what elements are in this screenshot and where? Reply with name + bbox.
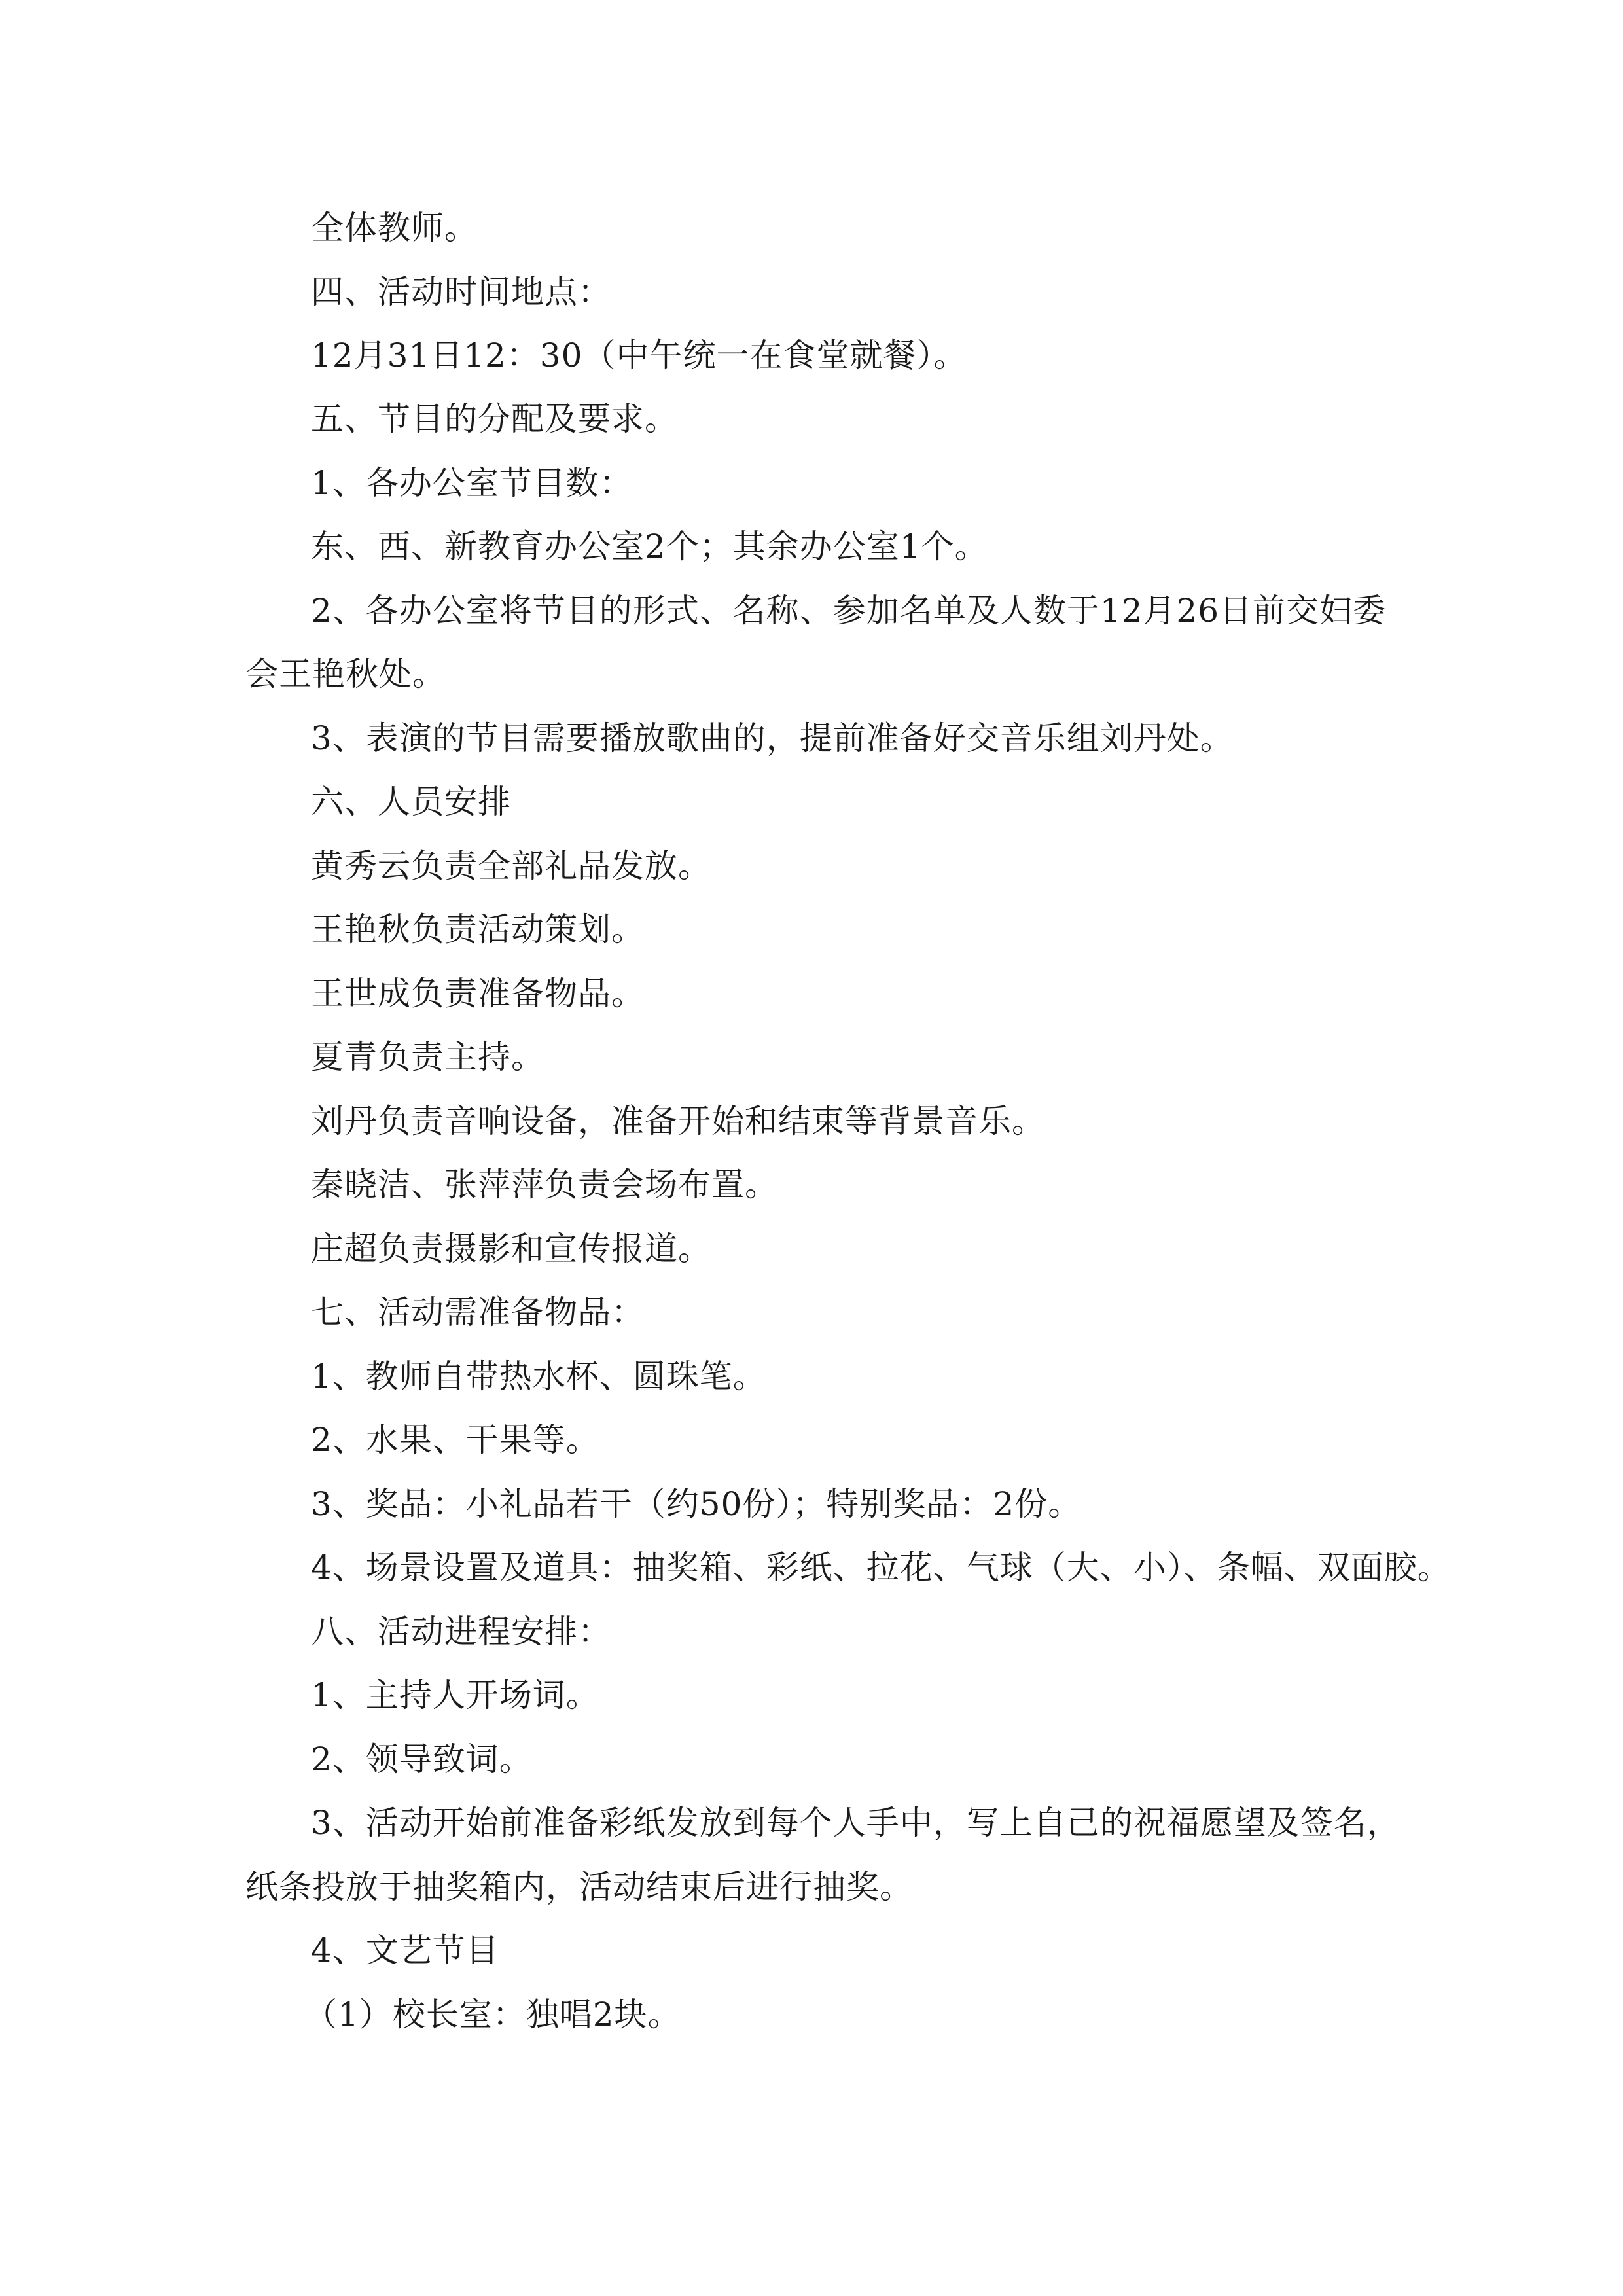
text-line: 2、各办公室将节目的形式、名称、参加名单及人数于12月26日前交妇委 [311,592,1387,630]
text-line: 12月31日12：30（中午统一在食堂就餐）。 [311,336,967,374]
text-line: 东、西、新教育办公室2个；其余办公室1个。 [311,528,988,565]
text-line: 3、表演的节目需要播放歌曲的，提前准备好交音乐组刘丹处。 [311,719,1234,757]
text-line: 黄秀云负责全部礼品发放。 [311,847,711,885]
text-line: 4、文艺节目 [311,1931,499,1969]
text-line: 4、场景设置及道具：抽奖箱、彩纸、拉花、气球（大、小）、条幅、双面胶。 [311,1549,1451,1587]
text-line: 1、各办公室节目数： [311,464,633,502]
section-heading: 六、人员安排 [311,783,511,821]
section-heading: 七、活动需准备物品： [311,1293,645,1331]
section-heading: 四、活动时间地点： [311,273,611,311]
text-line: 2、领导致词。 [311,1740,533,1778]
text-line: 3、奖品：小礼品若干（约50份）；特别奖品：2份。 [311,1485,1082,1523]
text-line: 2、水果、干果等。 [311,1421,599,1459]
text-line: 会王艳秋处。 [245,655,446,693]
text-line: 庄超负责摄影和宣传报道。 [311,1230,711,1268]
text-line: 纸条投放于抽奖箱内，活动结束后进行抽奖。 [245,1868,913,1906]
section-heading: 八、活动进程安排： [311,1613,611,1651]
text-line: 1、主持人开场词。 [311,1676,599,1714]
text-line: 1、教师自带热水杯、圆珠笔。 [311,1357,766,1395]
text-line: 夏青负责主持。 [311,1038,544,1076]
text-line: 王艳秋负责活动策划。 [311,910,645,948]
text-line: 秦晓洁、张萍萍负责会场布置。 [311,1166,778,1204]
text-line: 刘丹负责音响设备，准备开始和结束等背景音乐。 [311,1102,1045,1140]
text-line: （1）校长室：独唱2块。 [304,1996,681,2034]
text-line: 王世成负责准备物品。 [311,975,645,1013]
text-line: 全体教师。 [311,209,478,247]
section-heading: 五、节目的分配及要求。 [311,400,678,438]
text-line: 3、活动开始前准备彩纸发放到每个人手中，写上自己的祝福愿望及签名， [311,1804,1400,1842]
